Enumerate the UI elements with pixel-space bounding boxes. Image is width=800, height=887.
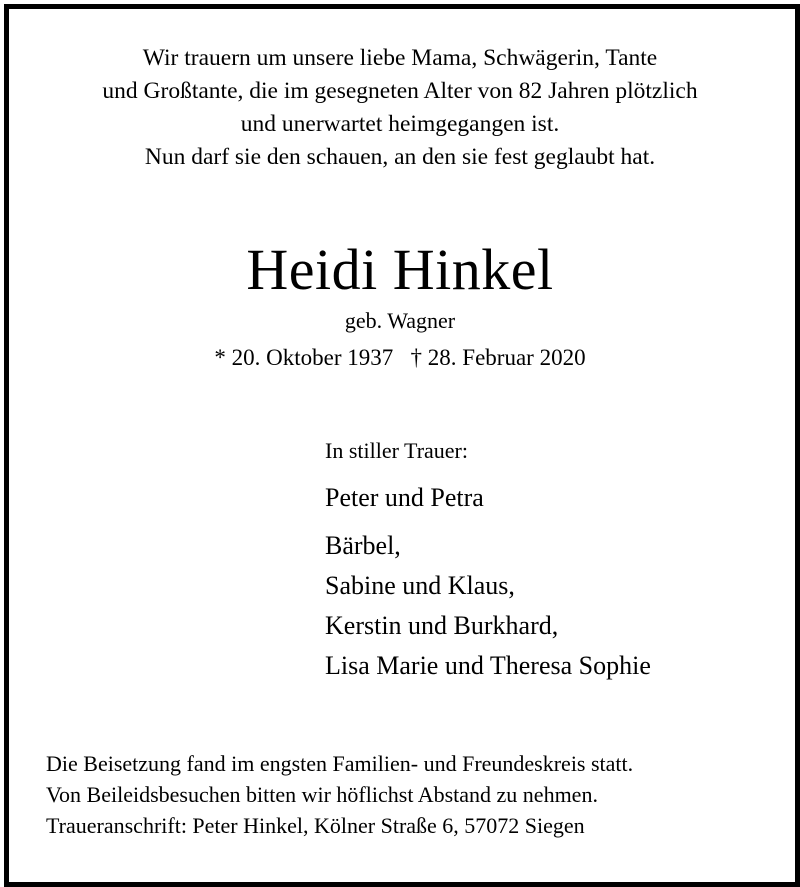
birth-name: geb. Wagner	[344, 308, 456, 333]
mourners-label: In stiller Trauer:	[325, 438, 468, 463]
list-item: Lisa Marie und Theresa Sophie	[325, 651, 651, 680]
list-item: Kerstin und Burkhard,	[325, 611, 559, 640]
intro-line: und Großtante, die im gesegneten Alter von 82 Jahren plötzlich	[102, 78, 698, 104]
life-dates: * 20. Oktober 1937 † 28. Februar 2020	[214, 345, 586, 370]
intro-text	[0, 42, 800, 174]
footer-notice	[46, 748, 786, 841]
intro-line: und unerwartet heimgegangen ist.	[240, 111, 560, 137]
footer-line: Traueranschrift: Peter Hinkel, Kölner Straße 6, 57072 Siegen	[46, 813, 585, 838]
mourners-block	[325, 436, 795, 686]
intro-line: Nun darf sie den schauen, an den sie fest geglaubt hat.	[144, 144, 656, 170]
list-item: Sabine und Klaus,	[325, 571, 515, 600]
footer-line: Von Beileidsbesuchen bitten wir höflichst Abstand zu nehmen.	[46, 782, 598, 807]
footer-line: Die Beisetzung fand im engsten Familien- und Freundeskreis statt.	[46, 751, 634, 776]
mourners-primary: Peter und Petra	[325, 483, 484, 512]
intro-line: Wir trauern um unsere liebe Mama, Schwägerin, Tante	[142, 45, 658, 71]
list-item: Bärbel,	[325, 531, 401, 560]
mourners-list	[325, 526, 795, 686]
deceased-name: Heidi Hinkel	[246, 237, 554, 302]
